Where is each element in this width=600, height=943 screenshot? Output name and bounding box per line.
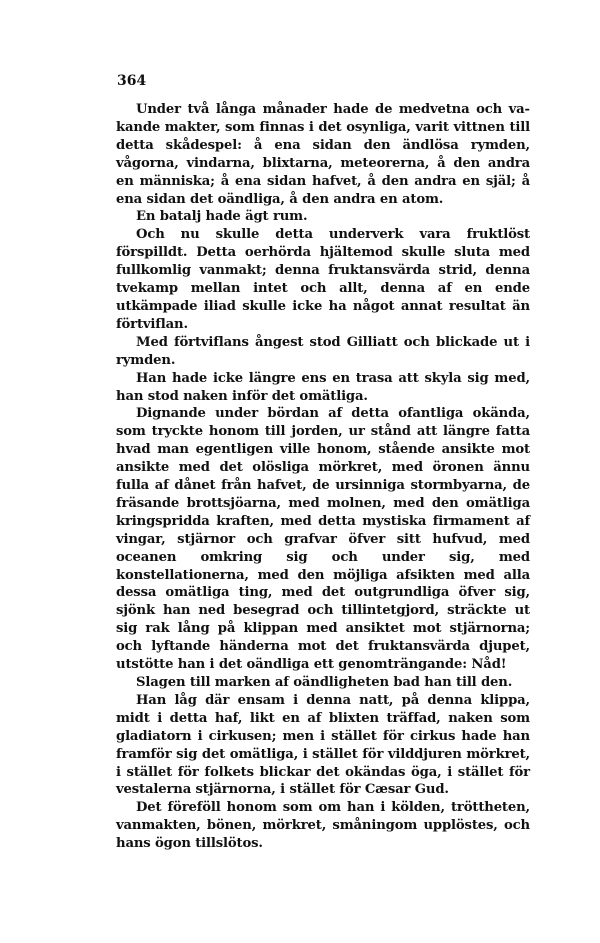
paragraph: Dignande under bördan af detta ofantliga okända, som tryckte honom till jorden, ur stånd att längre fatta hvad man egentligen ville honom, stående ansikte mot ansikte med det olösliga mörkret, med öronen ännu fulla af dånet från hafvet, de ursinniga stormbyarna, de fräsande brottsjöarna, med molnen, med den omätliga kringspridda kraften, med detta mystiska firmament af vingar, stjärnor och grafvar öfver sitt hufvud, med oceanen omkring sig och under sig, med konstellationerna, med den möjliga afsikten med alla dessa omätliga ting, med det outgrundliga öfver sig, sjönk han ned besegrad och tillintetgjord, sträckte ut sig rak lång på klippan med ansiktet mot stjärnorna; och lyftande händerna mot det fruktansvärda djupet, utstötte han i det oändliga ett genomträngande: Nåd! <box>116 406 530 673</box>
paragraph: Under två långa månader hade de medvetna och vakande makter, som finnas i det osynliga, varit vittnen till detta skådespel: å ena sidan den ändlösa rymden, vågorna, vindarna, blixtarna, meteorerna, å den andra en människa; å ena sidan hafvet, å den andra en själ; å ena sidan det oändliga, å den andra en atom. <box>116 102 530 207</box>
body-text <box>116 101 530 853</box>
paragraph: Han låg där ensam i denna natt, på denna klippa, midt i detta haf, likt en af blixten träffad, naken som gladiatorn i cirkusen; men i stället för cirkus hade han framför sig det omätliga, i stället för vilddjuren mörkret, i stället för folkets blickar det okändas öga, i stället för vestalerna stjärnorna, i stället för Cæsar Gud. <box>116 692 530 798</box>
paragraph: Det föreföll honom som om han i kölden, tröttheten, vanmakten, bönen, mörkret, småningom upplöstes, och hans ögon tillslötos. <box>116 800 530 852</box>
paragraph: Och nu skulle detta underverk vara fruktlöst förspilldt. Detta oerhörda hjältemod skulle sluta med fullkomlig vanmakt; denna fruktansvärda strid, denna tvekamp mellan intet och allt, denna af en ende utkämpade iliad skulle icke ha något annat resultat än förtviflan. <box>116 227 530 332</box>
paragraph: Slagen till marken af oändligheten bad han till den. <box>136 675 513 690</box>
paragraph: En batalj hade ägt rum. <box>136 209 308 225</box>
paragraph: Med förtviflans ångest stod Gilliatt och blickade ut i rymden. <box>116 334 530 368</box>
paragraph: Han hade icke längre ens en trasa att skyla sig med, han stod naken inför det omätliga. <box>116 370 530 404</box>
page-number: 364 <box>117 73 147 89</box>
